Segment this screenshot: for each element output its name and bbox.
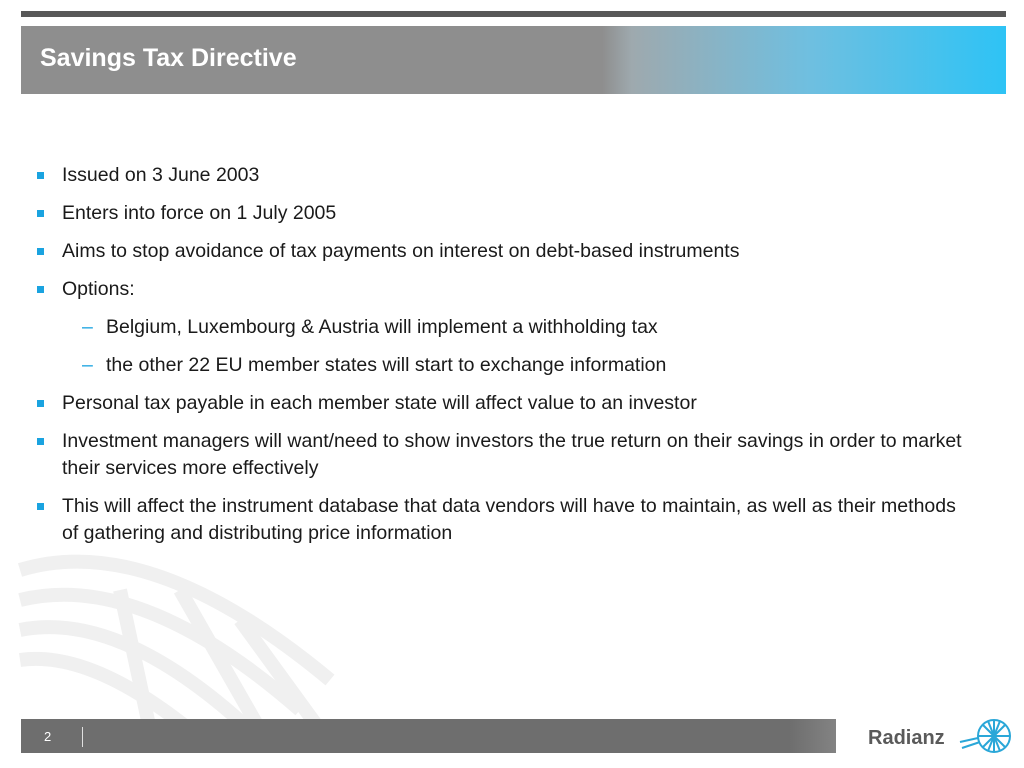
bullet-item (34, 162, 969, 189)
bullet-text: Issued on 3 June 2003 (62, 164, 260, 186)
bullet-item (34, 428, 969, 482)
company-logo: Radianz (868, 727, 945, 749)
radianz-globe-icon (958, 714, 1016, 758)
square-bullet-icon (37, 248, 44, 255)
dash-bullet-icon: – (82, 316, 93, 338)
slide-title: Savings Tax Directive (40, 44, 297, 72)
bullet-item (34, 390, 969, 417)
bullet-item (34, 200, 969, 227)
bullet-text: Belgium, Luxembourg & Austria will implement a withholding tax (106, 316, 658, 338)
square-bullet-icon (37, 172, 44, 179)
bullet-text: Options: (62, 278, 135, 300)
bullet-text: Aims to stop avoidance of tax payments on interest on debt-based instruments (62, 240, 740, 262)
square-bullet-icon (37, 438, 44, 445)
bullet-item (34, 493, 969, 547)
bullet-item (34, 276, 969, 303)
bullet-text: the other 22 EU member states will start to exchange information (106, 354, 667, 376)
footer-separator (82, 727, 83, 747)
dash-bullet-icon: – (82, 354, 93, 376)
sub-bullet-item (34, 314, 969, 341)
globe-watermark-icon (0, 530, 360, 730)
square-bullet-icon (37, 400, 44, 407)
bullet-text: Personal tax payable in each member state will affect value to an investor (62, 392, 697, 414)
square-bullet-icon (37, 210, 44, 217)
top-rule (21, 11, 1006, 17)
square-bullet-icon (37, 503, 44, 510)
sub-bullet-item (34, 352, 969, 379)
bullet-text: This will affect the instrument database that data vendors will have to maintain, as well as their methods of gathering and distributing price information (62, 495, 956, 544)
bullet-list (34, 162, 969, 558)
bullet-text: Investment managers will want/need to show investors the true return on their savings in order to market their services more effectively (62, 430, 962, 479)
page-number: 2 (44, 729, 52, 744)
bullet-item (34, 238, 969, 265)
bullet-text: Enters into force on 1 July 2005 (62, 202, 337, 224)
square-bullet-icon (37, 286, 44, 293)
